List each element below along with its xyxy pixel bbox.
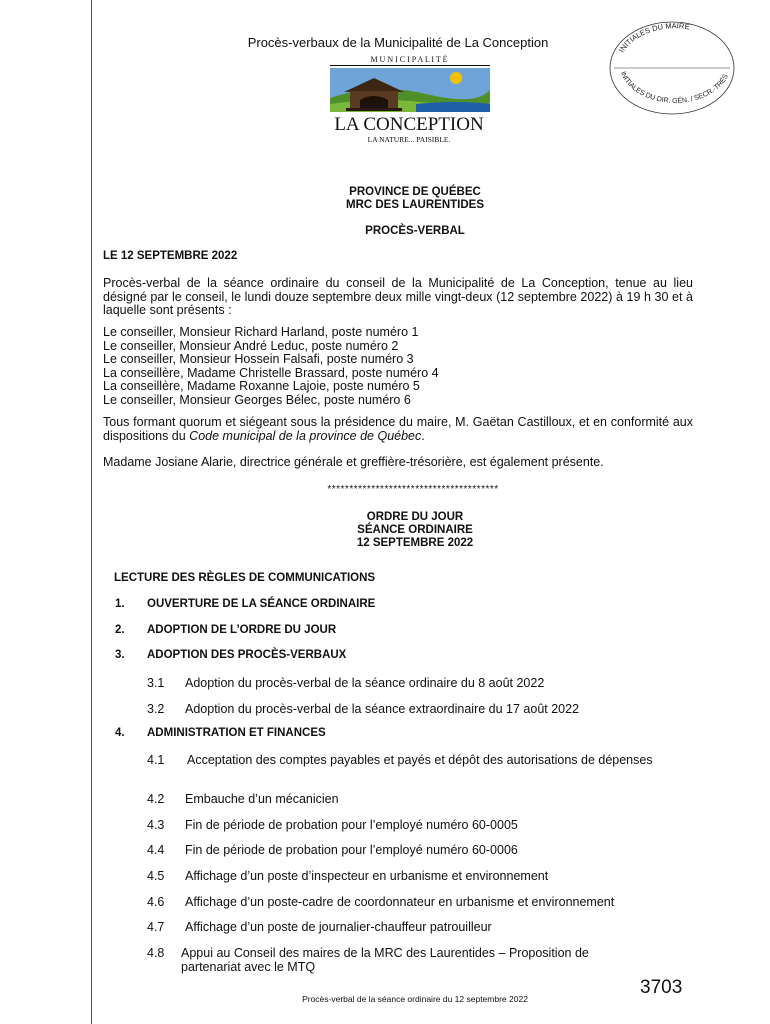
agenda-subitem-number: 4.1: [147, 753, 165, 767]
agenda-title: ORDRE DU JOUR: [366, 511, 464, 523]
quorum-end: .: [421, 428, 425, 443]
agenda-subitem-number: 4.5: [147, 869, 165, 883]
intro-paragraph: Procès-verbal de la séance ordinaire du conseil de la Municipalité de La Conception, tenue au lieu désigné par le conseil, le lundi douze septembre deux mille vingt-deux (12 septembre 2022) à 19 h 30 et à laquelle sont présents :: [103, 276, 693, 317]
province-line: PROVINCE DE QUÉBEC: [349, 186, 481, 198]
agenda-subitem-label: Fin de période de probation pour l’employé numéro 60-0005: [185, 818, 518, 832]
agenda-subitem-number: 4.6: [147, 895, 165, 909]
agenda-subitem-number: 4.7: [147, 920, 165, 934]
agenda-subitem-label: Appui au Conseil des maires de la MRC des Laurentides – Proposition de partenariat avec le MTQ: [181, 946, 589, 974]
agenda-item-number: 1.: [115, 598, 125, 610]
agenda-item-label: OUVERTURE DE LA SÉANCE ORDINAIRE: [147, 598, 376, 610]
attendee-6: Le conseiller, Monsieur Georges Bélec, poste numéro 6: [103, 392, 411, 407]
agenda-item-number: 2.: [115, 624, 125, 636]
agenda-item-label: ADOPTION DES PROCÈS-VERBAUX: [147, 649, 347, 661]
logo-top-text: M U N I C I P A L I T É: [370, 55, 448, 64]
agenda-subitem-number: 4.3: [147, 818, 165, 832]
agenda-subitem-number: 4.8: [147, 946, 165, 960]
page-number: 3703: [640, 977, 683, 998]
secretary-line: Madame Josiane Alarie, directrice générale et greffière-trésorière, est également présente.: [103, 455, 604, 469]
agenda-item-number: 4.: [115, 727, 125, 739]
attendee-2: Le conseiller, Monsieur André Leduc, poste numéro 2: [103, 338, 399, 353]
header-title: Procès-verbaux de la Municipalité de La Conception: [247, 35, 549, 50]
agenda-subitem-label: Acceptation des comptes payables et payés et dépôt des autorisations de dépenses: [187, 753, 653, 767]
agenda-item-label: ADMINISTRATION ET FINANCES: [147, 727, 326, 739]
attendee-3: Le conseiller, Monsieur Hossein Falsafi, poste numéro 3: [103, 352, 414, 366]
doc-type: PROCÈS-VERBAL: [365, 225, 465, 237]
agenda-subitem-number: 4.4: [147, 843, 165, 857]
rules-heading: LECTURE DES RÈGLES DE COMMUNICATIONS: [114, 572, 376, 584]
agenda-subitem-number: 4.2: [147, 792, 165, 806]
agenda-subitem-label: Affichage d’un poste de journalier-chauffeur patrouilleur: [185, 920, 492, 934]
quorum-text: Tous formant quorum et siégeant sous la présidence du maire, M. Gaëtan Castilloux, et en conformité aux dispositions du: [103, 415, 693, 443]
agenda-subitem-label: Adoption du procès-verbal de la séance ordinaire du 8 août 2022: [185, 676, 545, 690]
agenda-subitem-number: 3.2: [147, 702, 165, 716]
agenda-subtitle: SÉANCE ORDINAIRE: [357, 524, 473, 536]
agenda-subitem-label: Adoption du procès-verbal de la séance extraordinaire du 17 août 2022: [185, 702, 580, 716]
agenda-item-number: 3.: [115, 649, 125, 661]
initials-stamp: [606, 16, 738, 120]
date-heading: LE 12 SEPTEMBRE 2022: [103, 250, 238, 262]
stamp-bottom-text: INITIALES DU DIR. GÉN. / SECR.-TRÉS: [618, 70, 730, 105]
attendee-1: Le conseiller, Monsieur Richard Harland, poste numéro 1: [103, 325, 419, 339]
logo-tagline: LA NATURE... PAISIBLE.: [367, 135, 451, 144]
attendee-list: [103, 326, 693, 407]
attendee-4: La conseillère, Madame Christelle Brassard, poste numéro 4: [103, 365, 439, 380]
agenda-subitem-label: Affichage d’un poste d’inspecteur en urbanisme et environnement: [185, 869, 549, 883]
agenda-subitem-label: Embauche d’un mécanicien: [185, 792, 339, 806]
svg-text:INITIALES DU MAIRE: [617, 21, 690, 54]
page-footer: Procès-verbal de la séance ordinaire du 12 septembre 2022: [302, 994, 528, 1004]
agenda-subitem-label: Affichage d’un poste-cadre de coordonnateur en urbanisme et environnement: [185, 895, 615, 909]
code-municipal-reference: Code municipal de la province de Québec: [189, 428, 422, 443]
municipality-logo: [316, 54, 502, 146]
quorum-paragraph: [103, 416, 693, 443]
mrc-line: MRC DES LAURENTIDES: [345, 199, 484, 211]
stamp-top-text: INITIALES DU MAIRE: [616, 21, 691, 55]
agenda-subitem-number: 3.1: [147, 676, 165, 690]
logo-name: LA CONCEPTION: [334, 114, 484, 135]
agenda-date: 12 SEPTEMBRE 2022: [356, 537, 474, 549]
agenda-item-label: ADOPTION DE L’ORDRE DU JOUR: [147, 624, 337, 636]
attendee-5: La conseillère, Madame Roxanne Lajoie, poste numéro 5: [103, 379, 420, 393]
agenda-subitem-label: Fin de période de probation pour l’employé numéro 60-0006: [185, 843, 518, 857]
separator: ***************************************: [327, 484, 499, 495]
sun-icon: [450, 72, 462, 84]
